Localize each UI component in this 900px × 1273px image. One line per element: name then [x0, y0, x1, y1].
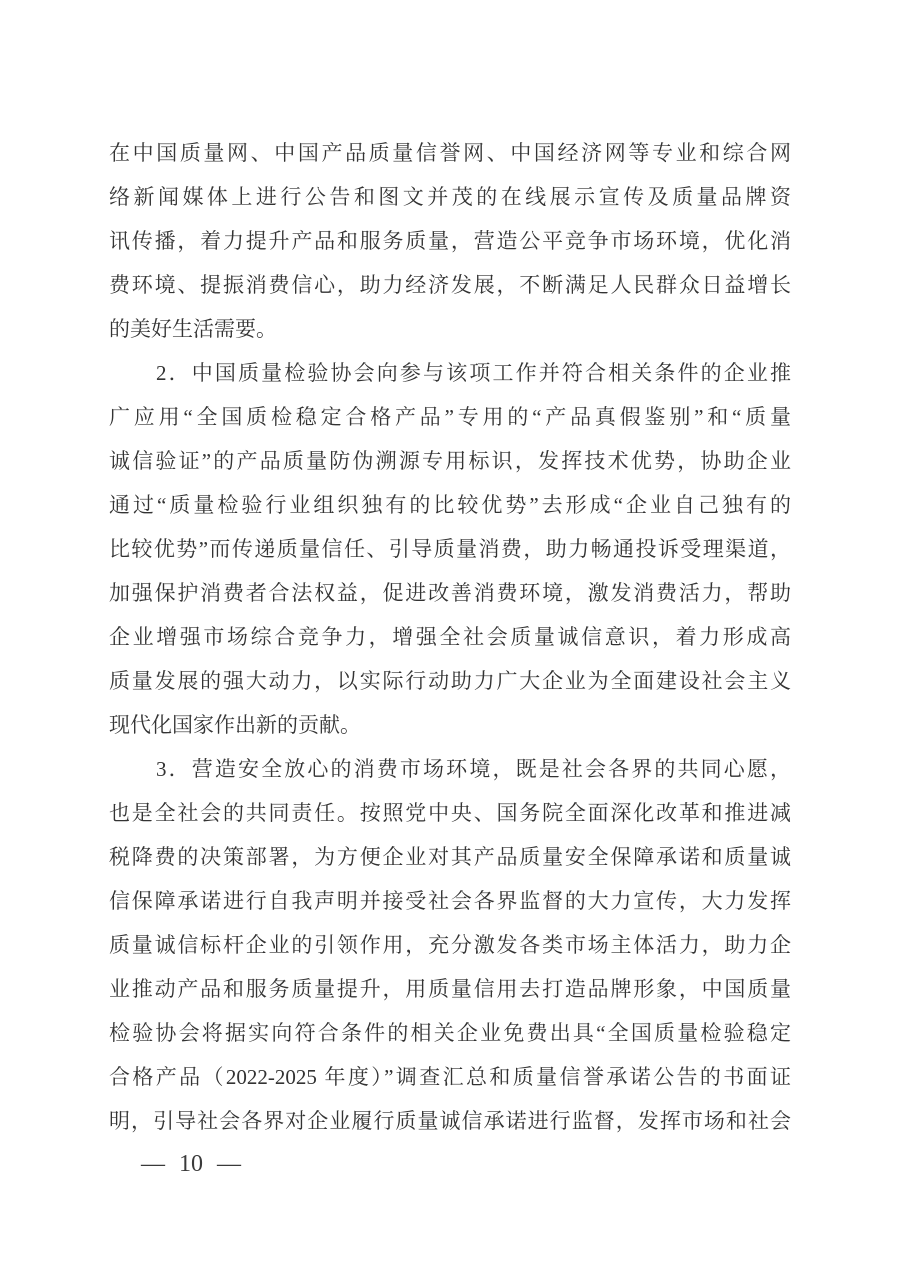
- text-line: 检验协会将据实向符合条件的相关企业免费出具“全国质量检验稳定: [109, 1021, 791, 1045]
- text-line: 2．中国质量检验协会向参与该项工作并符合相关条件的企业推: [156, 361, 791, 385]
- text-line: 税降费的决策部署，为方便企业对其产品质量安全保障承诺和质量诚: [109, 845, 791, 869]
- text-line: 合格产品（2022-2025 年度）”调查汇总和质量信誉承诺公告的书面证: [109, 1065, 791, 1089]
- page-number: — 10 —: [141, 1151, 241, 1177]
- text-line: 诚信验证”的产品质量防伪溯源专用标识，发挥技术优势，协助企业: [109, 449, 791, 473]
- text-line: 也是全社会的共同责任。按照党中央、国务院全面深化改革和推进减: [109, 801, 791, 825]
- text-line: 明，引导社会各界对企业履行质量诚信承诺进行监督，发挥市场和社会: [109, 1109, 791, 1133]
- text-line: 的美好生活需要。: [109, 317, 277, 341]
- text-line: 费环境、提振消费信心，助力经济发展，不断满足人民群众日益增长: [109, 273, 791, 297]
- text-line: 质量诚信标杆企业的引领作用，充分激发各类市场主体活力，助力企: [109, 933, 791, 957]
- text-line: 比较优势”而传递质量信任、引导质量消费，助力畅通投诉受理渠道，: [109, 537, 791, 561]
- text-line: 通过“质量检验行业组织独有的比较优势”去形成“企业自己独有的: [109, 493, 791, 517]
- paragraph-2: [109, 351, 791, 747]
- text-line: 信保障承诺进行自我声明并接受社会各界监督的大力宣传，大力发挥: [109, 889, 791, 913]
- text-line: 3．营造安全放心的消费市场环境，既是社会各界的共同心愿，: [156, 757, 791, 781]
- text-line: 在中国质量网、中国产品质量信誉网、中国经济网等专业和综合网: [109, 141, 791, 165]
- paragraph-1: [109, 131, 791, 351]
- text-line: 络新闻媒体上进行公告和图文并茂的在线展示宣传及质量品牌资: [109, 185, 791, 209]
- text-line: 讯传播，着力提升产品和服务质量，营造公平竞争市场环境，优化消: [109, 229, 791, 253]
- text-line: 企业增强市场综合竞争力，增强全社会质量诚信意识，着力形成高: [109, 625, 791, 649]
- paragraph-3: [109, 747, 791, 1143]
- document-body: [109, 131, 791, 1143]
- text-line: 加强保护消费者合法权益，促进改善消费环境，激发消费活力，帮助: [109, 581, 791, 605]
- text-line: 现代化国家作出新的贡献。: [109, 713, 361, 737]
- text-line: 广应用“全国质检稳定合格产品”专用的“产品真假鉴别”和“质量: [109, 405, 791, 429]
- text-line: 质量发展的强大动力，以实际行动助力广大企业为全面建设社会主义: [109, 669, 791, 693]
- text-line: 业推动产品和服务质量提升，用质量信用去打造品牌形象，中国质量: [109, 977, 791, 1001]
